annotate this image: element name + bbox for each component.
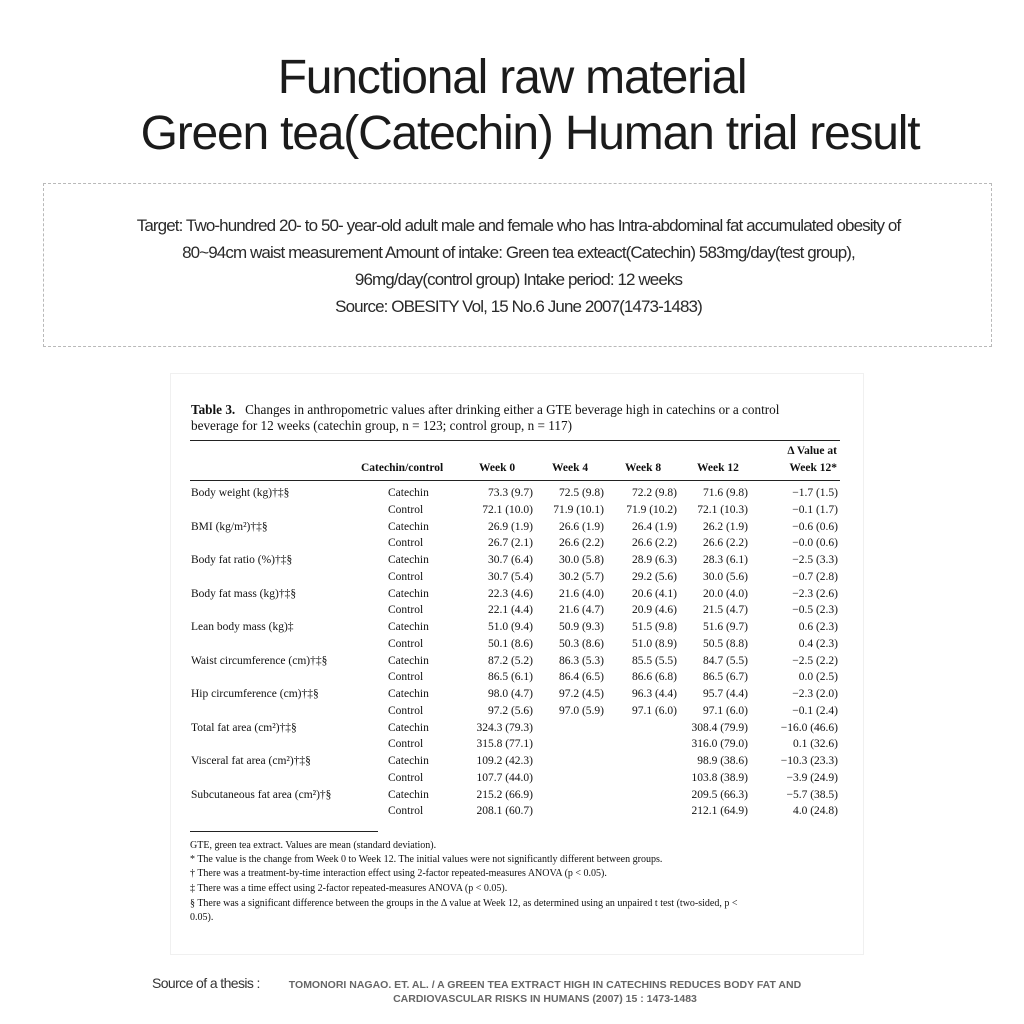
cell-delta: −1.7 (1.5) — [792, 487, 838, 499]
cell-week-12: 21.5 (4.7) — [702, 604, 748, 617]
row-label: Body fat ratio (%)†‡§ — [191, 554, 293, 566]
group-control: Control — [388, 604, 424, 617]
table-header-rule — [190, 480, 840, 481]
cell-week-12: 72.1 (10.3) — [697, 503, 748, 516]
cell-week-4: 97.0 (5.9) — [558, 704, 604, 717]
cell-week-8: 26.4 (1.9) — [631, 520, 677, 533]
table-caption-line-2: beverage for 12 weeks (catechin group, n = 123; control group, n = 117) — [191, 418, 572, 433]
group-control: Control — [388, 805, 424, 818]
source-label: Source of a thesis : — [152, 975, 260, 991]
header-week-4: Week 4 — [552, 462, 589, 474]
cell-week-12: 26.6 (2.2) — [702, 537, 748, 550]
group-catechin: Catechin — [388, 721, 429, 734]
header-week-0: Week 0 — [479, 462, 516, 474]
cell-delta: −0.1 (2.4) — [792, 704, 838, 717]
row-label: Body weight (kg)†‡§ — [191, 487, 290, 499]
cell-week-4: 72.5 (9.8) — [558, 487, 604, 499]
row-label: Lean body mass (kg)‡ — [191, 621, 294, 633]
group-control: Control — [388, 537, 424, 550]
group-catechin: Catechin — [388, 520, 429, 533]
row-label: Visceral fat area (cm²)†‡§ — [191, 755, 311, 767]
cell-week-4: 30.2 (5.7) — [558, 570, 604, 583]
cell-week-8: 20.6 (4.1) — [631, 587, 677, 600]
cell-week-12: 95.7 (4.4) — [702, 688, 748, 700]
footnote-asterisk: * The value is the change from Week 0 to Week 12. The initial values were not significantly different between groups. — [190, 854, 663, 865]
cell-week-0: 50.1 (8.6) — [487, 637, 533, 650]
cell-week-0: 97.2 (5.6) — [487, 704, 533, 717]
group-control: Control — [388, 704, 424, 717]
cell-week-8: 72.2 (9.8) — [631, 487, 677, 499]
header-week-12: Week 12 — [697, 462, 739, 474]
footnote-gte: GTE, green tea extract. Values are mean (standard deviation). — [190, 840, 437, 851]
footnote-rule — [190, 831, 378, 832]
cell-week-12: 316.0 (79.0) — [691, 738, 748, 751]
table-caption-text-1: Changes in anthropometric values after drinking either a GTE beverage high in catechins or a control — [245, 402, 780, 417]
row-label: BMI (kg/m²)†‡§ — [191, 520, 268, 533]
cell-delta: −0.0 (0.6) — [792, 537, 838, 550]
cell-week-12: 26.2 (1.9) — [702, 520, 748, 533]
cell-week-12: 97.1 (6.0) — [702, 704, 748, 717]
group-catechin: Catechin — [388, 688, 429, 700]
group-catechin: Catechin — [388, 788, 429, 801]
cell-week-0: 22.1 (4.4) — [487, 604, 533, 617]
cell-week-12: 98.9 (38.6) — [697, 755, 748, 767]
cell-week-8: 20.9 (4.6) — [631, 604, 677, 617]
cell-week-0: 51.0 (9.4) — [487, 621, 533, 633]
title-line-2: Green tea(Catechin) Human trial result — [140, 107, 920, 160]
cell-delta: −16.0 (46.6) — [780, 721, 838, 734]
cell-week-4: 50.9 (9.3) — [558, 621, 604, 633]
cell-delta: −0.7 (2.8) — [792, 570, 838, 583]
cell-week-8: 96.3 (4.4) — [631, 688, 677, 700]
cell-week-0: 22.3 (4.6) — [487, 587, 533, 600]
group-catechin: Catechin — [388, 554, 429, 566]
cell-delta: −0.1 (1.7) — [792, 503, 838, 516]
cell-week-8: 85.5 (5.5) — [631, 654, 677, 667]
group-control: Control — [388, 637, 424, 650]
group-catechin: Catechin — [388, 621, 429, 633]
cell-week-12: 50.5 (8.8) — [702, 637, 748, 650]
group-catechin: Catechin — [388, 755, 429, 767]
footnote-double-dagger: ‡ There was a time effect using 2-factor repeated-measures ANOVA (p < 0.05). — [190, 883, 508, 894]
cell-week-12: 51.6 (9.7) — [702, 621, 748, 633]
cell-delta: 0.0 (2.5) — [798, 671, 838, 684]
cell-week-4: 97.2 (4.5) — [558, 688, 604, 700]
cell-week-8: 51.5 (9.8) — [631, 621, 677, 633]
row-label: Body fat mass (kg)†‡§ — [191, 587, 297, 600]
cell-week-12: 103.8 (38.9) — [691, 771, 748, 784]
info-line-period: 96mg/day(control group) Intake period: 12 weeks — [354, 270, 683, 289]
footnote-section-cont: 0.05). — [190, 912, 214, 923]
cell-delta: −10.3 (23.3) — [780, 755, 838, 767]
cell-week-4: 21.6 (4.0) — [558, 587, 604, 600]
cell-week-0: 324.3 (79.3) — [476, 721, 533, 734]
cell-week-0: 87.2 (5.2) — [487, 654, 533, 667]
header-delta-line-1: Δ Value at — [787, 445, 837, 457]
row-label: Hip circumference (cm)†‡§ — [191, 688, 319, 700]
cell-week-12: 84.7 (5.5) — [702, 654, 748, 667]
source-reference-line-2: CARDIOVASCULAR RISKS IN HUMANS (2007) 15 : 1473-1483 — [393, 992, 697, 1005]
table-caption-label: Table 3. — [191, 402, 236, 417]
header-group: Catechin/control — [361, 462, 444, 474]
cell-week-0: 26.9 (1.9) — [487, 520, 533, 533]
info-line-source: Source: OBESITY Vol, 15 No.6 June 2007(1473-1483) — [335, 297, 702, 316]
cell-delta: −2.5 (2.2) — [792, 654, 838, 667]
group-catechin: Catechin — [388, 587, 429, 600]
cell-week-12: 86.5 (6.7) — [702, 671, 748, 684]
study-info-box — [43, 183, 992, 347]
group-control: Control — [388, 771, 424, 784]
cell-week-12: 212.1 (64.9) — [691, 805, 748, 818]
cell-week-0: 107.7 (44.0) — [476, 771, 533, 784]
cell-delta: 0.6 (2.3) — [798, 621, 838, 633]
cell-week-12: 20.0 (4.0) — [702, 587, 748, 600]
cell-week-4: 86.3 (5.3) — [558, 654, 604, 667]
header-week-8: Week 8 — [625, 462, 662, 474]
cell-delta: 0.1 (32.6) — [792, 738, 838, 751]
row-label: Waist circumference (cm)†‡§ — [191, 654, 328, 667]
cell-week-4: 30.0 (5.8) — [558, 554, 604, 566]
cell-week-4: 50.3 (8.6) — [558, 637, 604, 650]
cell-week-4: 26.6 (1.9) — [558, 520, 604, 533]
group-control: Control — [388, 570, 424, 583]
row-label: Total fat area (cm²)†‡§ — [191, 721, 297, 734]
cell-week-0: 73.3 (9.7) — [487, 487, 533, 499]
title-line-1: Functional raw material — [277, 51, 747, 104]
table-top-rule — [190, 440, 840, 441]
cell-week-8: 51.0 (8.9) — [631, 637, 677, 650]
cell-week-0: 86.5 (6.1) — [487, 671, 533, 684]
cell-week-4: 86.4 (6.5) — [558, 671, 604, 684]
source-reference — [285, 979, 805, 1006]
cell-delta: −2.3 (2.6) — [792, 587, 838, 600]
table-caption-line-1 — [191, 402, 851, 418]
info-line-intake: 80~94cm waist measurement Amount of intake: Green tea exteact(Catechin) 583mg/day(test group), — [182, 243, 855, 262]
cell-week-8: 71.9 (10.2) — [626, 503, 677, 516]
info-line-target: Target: Two-hundred 20- to 50- year-old adult male and female who has Intra-abdominal fat accumulated obesity of — [136, 216, 901, 235]
table-image — [171, 374, 863, 954]
cell-week-8: 28.9 (6.3) — [631, 554, 677, 566]
cell-delta: 0.4 (2.3) — [798, 637, 838, 650]
cell-week-8: 29.2 (5.6) — [631, 570, 677, 583]
cell-delta: −5.7 (38.5) — [786, 788, 838, 801]
cell-delta: −0.6 (0.6) — [792, 520, 838, 533]
cell-week-0: 315.8 (77.1) — [476, 738, 533, 751]
row-label: Subcutaneous fat area (cm²)†§ — [191, 788, 332, 801]
header-delta-line-2: Week 12* — [789, 462, 837, 474]
cell-week-0: 30.7 (5.4) — [487, 570, 533, 583]
cell-delta: −3.9 (24.9) — [786, 771, 838, 784]
cell-week-12: 209.5 (66.3) — [691, 788, 748, 801]
group-control: Control — [388, 738, 424, 751]
group-catechin: Catechin — [388, 487, 429, 499]
group-control: Control — [388, 671, 424, 684]
cell-week-0: 30.7 (6.4) — [487, 554, 533, 566]
cell-week-12: 30.0 (5.6) — [702, 570, 748, 583]
cell-week-12: 71.6 (9.8) — [702, 487, 748, 499]
cell-week-12: 28.3 (6.1) — [702, 554, 748, 566]
cell-week-0: 98.0 (4.7) — [487, 688, 533, 700]
source-reference-line-1: TOMONORI NAGAO. ET. AL. / A GREEN TEA EXTRACT HIGH IN CATECHINS REDUCES BODY FAT AND — [288, 979, 802, 991]
cell-week-0: 208.1 (60.7) — [476, 805, 533, 818]
cell-week-0: 215.2 (66.9) — [476, 788, 533, 801]
cell-week-0: 72.1 (10.0) — [482, 503, 533, 516]
cell-week-0: 109.2 (42.3) — [476, 755, 533, 767]
cell-week-4: 71.9 (10.1) — [553, 503, 604, 516]
footnote-dagger: † There was a treatment-by-time interaction effect using 2-factor repeated-measures ANOVA (p < 0.05). — [190, 868, 607, 879]
cell-week-4: 26.6 (2.2) — [558, 537, 604, 550]
cell-week-0: 26.7 (2.1) — [487, 537, 533, 550]
cell-week-8: 26.6 (2.2) — [631, 537, 677, 550]
cell-delta: 4.0 (24.8) — [792, 805, 838, 818]
cell-week-12: 308.4 (79.9) — [691, 721, 748, 734]
cell-delta: −2.5 (3.3) — [792, 554, 838, 566]
cell-week-8: 97.1 (6.0) — [631, 704, 677, 717]
group-catechin: Catechin — [388, 654, 429, 667]
cell-week-4: 21.6 (4.7) — [558, 604, 604, 617]
cell-week-8: 86.6 (6.8) — [631, 671, 677, 684]
cell-delta: −0.5 (2.3) — [792, 604, 838, 617]
footnote-section: § There was a significant difference between the groups in the Δ value at Week 12, as determined using an unpaired t test (two-sided, p < — [190, 898, 738, 909]
cell-delta: −2.3 (2.0) — [792, 688, 838, 700]
group-control: Control — [388, 503, 424, 516]
